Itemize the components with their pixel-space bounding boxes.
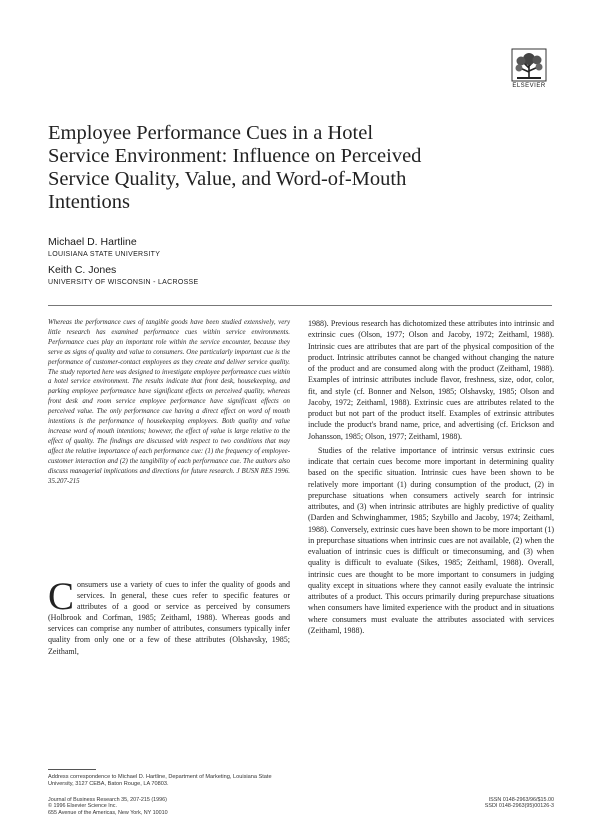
- footnote-divider: [48, 769, 96, 770]
- header-divider: [48, 305, 552, 306]
- intro-paragraph: [48, 575, 290, 657]
- journal-line: 655 Avenue of the Americas, New York, NY 10010: [48, 809, 168, 816]
- elsevier-logo: [506, 48, 552, 89]
- elsevier-tree-icon: [511, 48, 547, 82]
- body-paragraph: 1988). Previous research has dichotomized these attributes into intrinsic and extrinsic cues (Olson, 1977; Olson and Jacoby, 1972; Zeithaml, 1988). Intrinsic cues are attributes that are part of the physical composition of the product. Intrinsic attributes cannot be changed without changing the nature of the product and are consumed along with the product (Zeithaml, 1988). Examples of intrinsic attributes include flavor, freshness, size, odor, color, fit, and style (cf. Bonner and Nelson, 1985; Olshavsky, 1985; Olson and Jacoby, 1972; Zeithaml, 1988). Extrinsic cues are attributes related to the product but not part of the product itself. Examples of extrinsic attributes include the product's brand name, price, and advertising (cf. Erickson and Johansson, 1985; Olson, 1977; Zeithaml, 1988).: [308, 319, 554, 441]
- title-line: Employee Performance Cues in a Hotel: [48, 122, 374, 144]
- author-affiliation: UNIVERSITY OF WISCONSIN - LACROSSE: [48, 279, 199, 286]
- issn-info: [452, 797, 554, 810]
- drop-cap: C: [48, 575, 75, 618]
- journal-info: [48, 797, 298, 816]
- logo-label: ELSEVIER: [512, 83, 546, 89]
- body-paragraph: Studies of the relative importance of intrinsic versus extrinsic cues indicate that certain cues become more important in determining quality based on the specific situation. Intrinsic cues have been shown to be relatively more important (1) during consumption of the product, (2) in prepurchase situations when consumers actively search for intrinsic attributes, and (3) when intrinsic attributes are highly predictive of quality (Darden and Schwinghammer, 1985; Szybillo and Jacoby, 1974; Zeithaml, 1988). Conversely, extrinsic cues have been shown to be more important (1) in prepurchase situations when intrinsic cues are not available, (2) when the evaluation of intrinsic cues is difficult or timeconsuming, and (3) when quality is difficult to evaluate (Sikes, 1985; Zeithaml, 1988). Overall, intrinsic cues are thought to be more important to consumers in judging quality except in situations where they cannot easily evaluate the intrinsic attributes of a product. This occurs primarily during prepurchase situations when consumers have limited experience with the product and in situations where consumers must evaluate the attributes associated with services (Zeithaml, 1988).: [308, 445, 554, 635]
- title-line: Service Quality, Value, and Word-of-Mouth: [48, 168, 407, 190]
- intro-text: onsumers use a variety of cues to infer the quality of goods and services. In general, these cues refer to specific features or attributes of a good or service as perceived by consumers (Holbrook and Corfman, 1985; Zeithaml, 1988). Whereas goods and services can comprise any number of attributes, consumers typically infer quality from only one or a few of these attributes (Olshavsky, 1985; Zeithaml,: [48, 580, 290, 656]
- article-title: [48, 122, 518, 214]
- issn-line: SSDI 0148-2963(95)00126-3: [484, 803, 554, 810]
- title-line: Intentions: [48, 191, 130, 213]
- issn-line: ISSN 0148-2963/96/$15.00: [488, 797, 554, 803]
- title-line: Service Environment: Influence on Perceived: [48, 145, 422, 167]
- journal-line: © 1996 Elsevier Science Inc.: [48, 803, 117, 810]
- right-column: [308, 318, 554, 636]
- author-name: Michael D. Hartline: [48, 236, 137, 248]
- footnote: Address correspondence to Michael D. Hartline, Department of Marketing, Louisiana State University, 3127 CEBA, Baton Rouge, LA 70803.: [48, 774, 272, 788]
- author-name: Keith C. Jones: [48, 264, 117, 276]
- journal-line: Journal of Business Research 35, 207-215 (1996): [48, 797, 167, 803]
- author-affiliation: LOUISIANA STATE UNIVERSITY: [48, 251, 161, 258]
- abstract: Whereas the performance cues of tangible goods have been studied extensively, very little research has examined performance cues within service environments. Performance cues play an important role within the service encounter, because they serve as signs of quality and value to consumers. One particularly important cue is the performance of customer-contact employees as they create and deliver service quality. The study reported here was designed to investigate employee performance cues within a hotel service environment. The results indicate that front desk, housekeeping, and parking employee performance have significant effects on perceived quality, whereas front desk and room service employee performance have significant effects on perceived value. The only performance cue having a direct effect on word of mouth intentions is the performance of housekeeping employees. Both quality and value increase word of mouth intentions; however, the effect of value is large relative to the effect of quality. The findings are discussed with respect to two conditions that may affect the relative importance of each performance cue: (1) the frequency of employee-customer interaction and (2) the tangibility of each performance cue. The authors also discuss managerial implications and directions for future research. J BUSN RES 1996. 35.207-215: [48, 319, 290, 485]
